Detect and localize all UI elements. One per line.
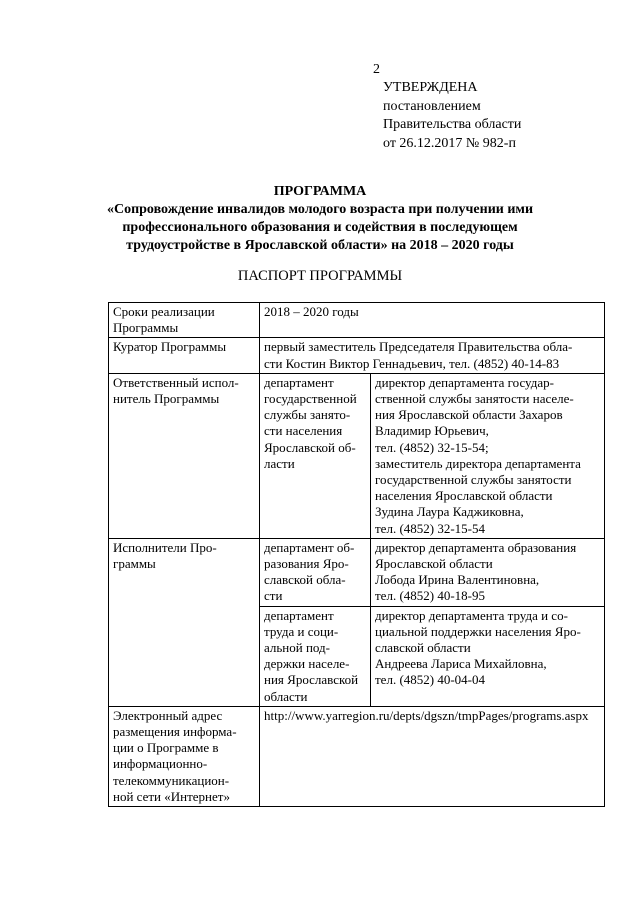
label-line: граммы (113, 556, 156, 572)
contact-line: тел. (4852) 32-15-54 (375, 520, 486, 536)
contact-line: населения Ярославской области (375, 488, 553, 504)
table-row (109, 303, 605, 338)
row-value: 2018 – 2020 годы (260, 303, 605, 338)
row-label (109, 538, 260, 706)
dept-line: службы занято- (264, 407, 351, 423)
label-line: телекоммуникацион- (113, 772, 230, 788)
contact-line: Владимир Юрьевич, (375, 423, 489, 439)
row-value (260, 706, 605, 806)
value-line: первый заместитель Председателя Правительства обла- (264, 339, 573, 355)
row-label (109, 303, 260, 338)
dept-line: разования Яро- (264, 556, 349, 572)
dept-line: держки населе- (264, 656, 350, 672)
program-title-line: «Сопровождение инвалидов молодого возраста при получении ими (106, 202, 534, 217)
contact-cell (371, 606, 605, 706)
passport-table (108, 302, 605, 807)
label-line: Ответственный испол- (113, 374, 239, 390)
program-title-line: профессионального образования и содействия в последующем (122, 220, 518, 235)
contact-line: ния Ярославской области Захаров (375, 407, 563, 423)
dept-line: государственной (264, 391, 357, 407)
passport-title: ПАСПОРТ ПРОГРАММЫ (237, 268, 403, 284)
dept-line: области (264, 688, 308, 704)
department-cell (260, 538, 371, 606)
label-line: размещения информа- (113, 724, 237, 740)
dept-line: труда и соци- (264, 623, 339, 639)
label-line: Исполнители Про- (113, 539, 217, 555)
contact-line: заместитель директора департамента (375, 455, 581, 471)
contact-line: ственной службы занятости населе- (375, 391, 574, 407)
contact-line: директор департамента образования (375, 539, 577, 555)
contact-line: Ярославской области (375, 556, 493, 572)
dept-line: департамент (264, 374, 334, 390)
contact-line: тел. (4852) 40-04-04 (375, 672, 486, 688)
label-line: Электронный адрес (113, 707, 223, 723)
approval-stamp (383, 79, 521, 153)
table-row (109, 373, 605, 538)
contact-line: директор департамента труда и со- (375, 607, 568, 623)
contact-cell (371, 373, 605, 538)
approval-line: от 26.12.2017 № 982-п (383, 135, 516, 151)
contact-line: Андреева Лариса Михайловна, (375, 656, 547, 672)
row-label: Куратор Программы (109, 338, 260, 373)
row-value (260, 338, 605, 373)
label-line: Сроки реализации (113, 304, 215, 319)
label-line: нитель Программы (113, 391, 220, 407)
dept-line: Ярославской об- (264, 439, 356, 455)
contact-line: славской области (375, 640, 471, 656)
table-row (109, 538, 605, 606)
dept-line: департамент об- (264, 539, 355, 555)
contact-line: директор департамента государ- (375, 374, 554, 390)
contact-line: государственной службы занятости (375, 472, 572, 488)
table-row (109, 706, 605, 806)
label-line: Программы (113, 320, 179, 336)
contact-cell (371, 538, 605, 606)
dept-line: альной под- (264, 640, 330, 656)
dept-line: ния Ярославской (264, 672, 359, 688)
department-cell (260, 606, 371, 706)
page-number: 2 (373, 62, 380, 77)
label-line: ции о Программе в (113, 740, 219, 756)
dept-line: сти населения (264, 423, 343, 439)
table-row (109, 338, 605, 373)
contact-line: Зудина Лаура Каджиковна, (375, 504, 524, 520)
program-title-line: трудоустройстве в Ярославской области» на 2018 – 2020 годы (126, 238, 514, 253)
label-line: ной сети «Интернет» (113, 788, 230, 804)
value-line: сти Костин Виктор Геннадьевич, тел. (4852) 40-14-83 (264, 355, 560, 371)
program-url: http://www.yarregion.ru/depts/dgszn/tmpPages/programs.aspx (264, 707, 589, 723)
contact-line: тел. (4852) 32-15-54; (375, 439, 489, 455)
contact-line: Лобода Ирина Валентиновна, (375, 572, 540, 588)
dept-line: сти (264, 588, 283, 604)
approval-line: Правительства области (383, 117, 522, 132)
contact-line: циальной поддержки населения Яро- (375, 623, 581, 639)
dept-line: славской обла- (264, 572, 346, 588)
contact-line: тел. (4852) 40-18-95 (375, 588, 486, 604)
approval-line: УТВЕРЖДЕНА (383, 80, 478, 95)
program-heading: ПРОГРАММА (273, 184, 367, 199)
approval-line: постановлением (383, 98, 481, 114)
dept-line: департамент (264, 607, 334, 623)
dept-line: ласти (264, 455, 295, 471)
row-label (109, 373, 260, 538)
label-line: информационно- (113, 756, 208, 772)
row-label (109, 706, 260, 806)
department-cell (260, 373, 371, 538)
program-title (80, 183, 560, 255)
